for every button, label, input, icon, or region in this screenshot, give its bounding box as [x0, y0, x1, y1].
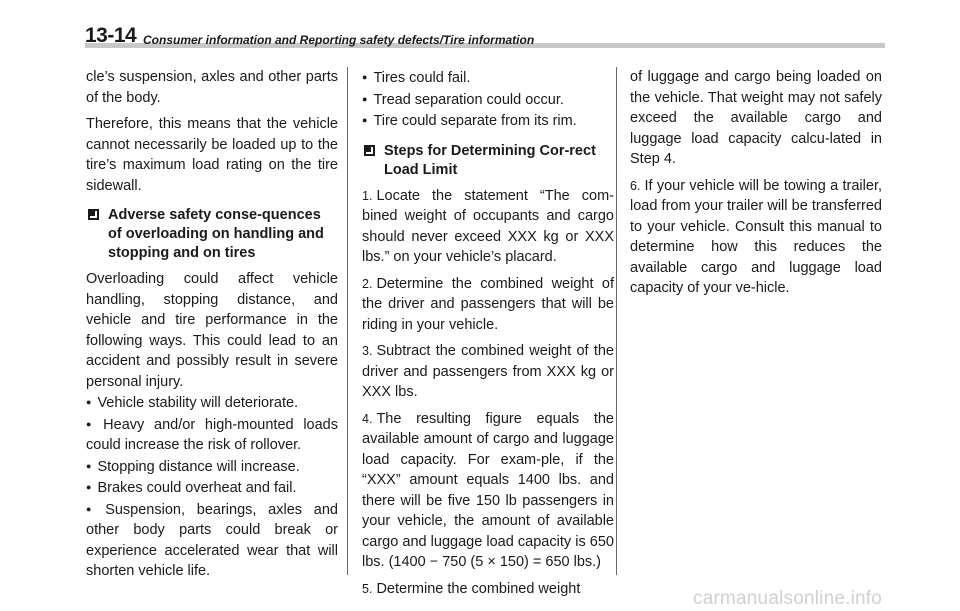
column-divider [616, 67, 617, 575]
bullet-icon: ● [362, 93, 368, 104]
heading-square-icon [88, 209, 99, 220]
section-heading [362, 142, 614, 180]
paragraph: cle’s suspension, axles and other parts of the body. [86, 69, 338, 106]
paragraph: of luggage and cargo being loaded on the vehicle. That weight may not safely exceed the available cargo and luggage load capacity calcu-lated in Step 4. [630, 69, 882, 167]
list-item: ● Vehicle stability will deteriorate. [86, 395, 299, 411]
list-item: ● Suspension, bearings, axles and other body parts could break or experience accelerated wear that will shorten vehicle life. [86, 501, 338, 579]
bullet-icon: ● [362, 72, 368, 82]
step-item: 1. Locate the statement “The com-bined weight of occupants and cargo should never exceed XXX kg or XXX lbs.” on your vehicle’s placard. [362, 187, 614, 265]
column-1 [86, 67, 338, 582]
column-2 [362, 67, 614, 605]
bullet-icon: ● [362, 115, 368, 125]
step-item: 6. If your vehicle will be towing a trailer, load from your trailer will be transferred to your vehicle. Consult this manual to determine how this reduces the available cargo and luggage load capacity of your ve-hicle. [630, 177, 882, 296]
bullet-icon: ● [86, 397, 92, 407]
heading-text: Steps for Determining Cor-rect Load Limit [384, 142, 596, 178]
bullet-icon: ● [86, 482, 92, 492]
paragraph: Therefore, this means that the vehicle cannot necessarily be loaded up to the tire’s maximum load rating on the tire sidewall. [86, 116, 338, 194]
step-item: 3. Subtract the combined weight of the driver and passengers from XXX kg or XXX lbs. [362, 343, 614, 400]
watermark: carmanualsonline.info [693, 588, 883, 609]
heading-text: Adverse safety conse-quences of overloading on handling and stopping and on tires [108, 207, 324, 261]
list-item: ● Tread separation could occur. [362, 91, 564, 108]
column-3 [630, 67, 882, 305]
section-heading [86, 206, 338, 263]
page-number: 13-14 [85, 24, 137, 47]
step-item: 4. The resulting figure equals the available amount of cargo and luggage load capacity. For exam-ple, if the “XXX” amount equals 1400 lbs. and there will be five 150 lb passengers in your vehicle, the amount of available cargo and luggage load capacity is 650 lbs. (1400 − 750 (5 × 150) = 650 lbs.) [362, 410, 614, 570]
heading-square-icon [364, 145, 375, 156]
paragraph: Overloading could affect vehicle handling, stopping distance, and vehicle and tire performance in the following ways. This could lead to an accident and possibly result in severe personal injury. [86, 271, 338, 390]
list-item: ● Stopping distance will increase. [86, 458, 300, 475]
list-item: ● Tires could fail. [362, 70, 471, 86]
section-title: Consumer information and Reporting safety defects/Tire information [143, 33, 535, 47]
page-header [85, 24, 885, 52]
step-item: 2. Determine the combined weight of the driver and passengers that will be riding in your vehicle. [362, 275, 614, 333]
bullet-icon: ● [86, 418, 98, 429]
bullet-icon: ● [86, 503, 100, 514]
list-item: ● Tire could separate from its rim. [362, 113, 577, 129]
list-item: ● Brakes could overheat and fail. [86, 480, 297, 496]
step-item: 5. Determine the combined weight [362, 580, 581, 597]
bullet-icon: ● [86, 460, 92, 471]
column-divider [347, 67, 348, 575]
list-item: ● Heavy and/or high-mounted loads could increase the risk of rollover. [86, 416, 338, 453]
